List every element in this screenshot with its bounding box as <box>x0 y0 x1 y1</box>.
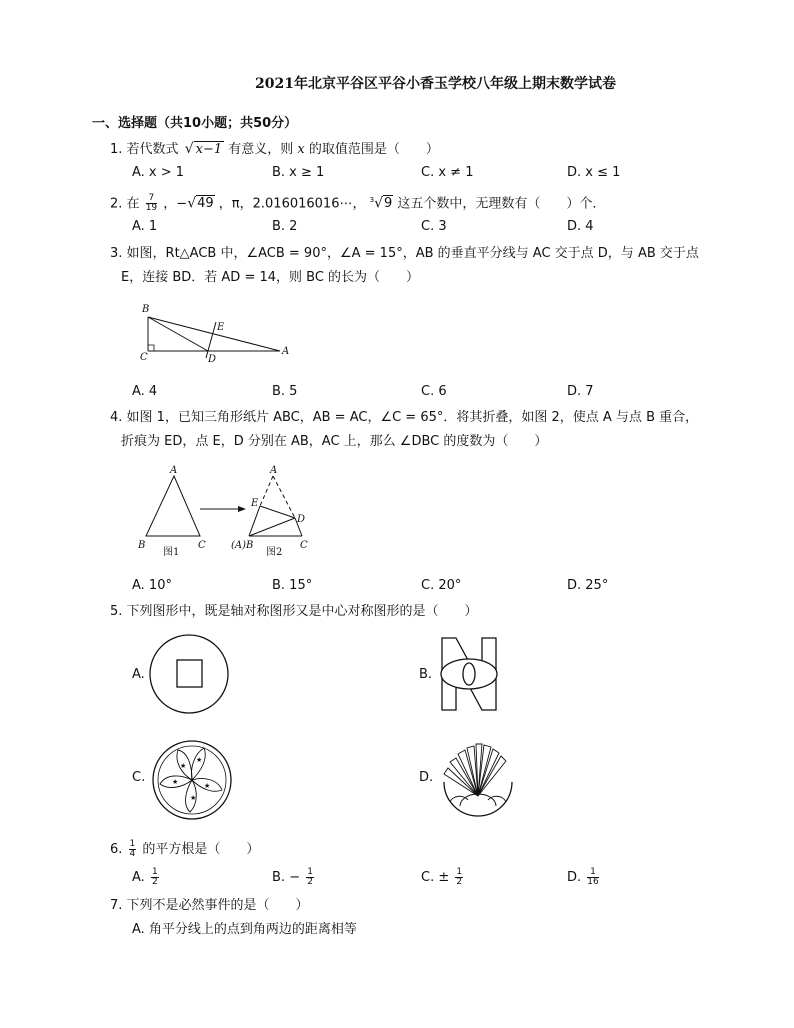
q6-option-d-den: 16 <box>587 877 599 887</box>
question-1-stem <box>110 141 439 158</box>
question-2-stem: 2. 在 $\frac{7}{19}$ ，−√49 ，π，2.016016016⋯， $^3$√9 这五个数中，无理数有（ ）个． <box>110 193 606 214</box>
q2-text-d: 这五个数中，无理数有（ ）个． <box>397 196 606 212</box>
q1-text-a: 1. 若代数式 <box>110 142 179 157</box>
q5-option-c-label[interactable]: C. <box>132 770 146 785</box>
q4-fig1-label-a: A <box>170 465 178 476</box>
q5-option-d-label[interactable]: D. <box>419 770 434 785</box>
q6-option-a-label: A. <box>132 870 145 885</box>
q3-option-c[interactable]: C. 6 <box>421 384 447 399</box>
q4-fig1-triangle <box>146 476 200 536</box>
q6-option-b-num: 1 <box>307 867 313 877</box>
q5-option-a-label[interactable]: A. <box>132 667 145 682</box>
q5-option-b-label[interactable]: B. <box>419 667 433 682</box>
svg-text:★: ★ <box>190 794 197 802</box>
q4-folding-figure <box>130 462 320 562</box>
q3-label-b: B <box>142 304 150 315</box>
question-7-stem: 7. 下列不是必然事件的是（ ） <box>110 898 309 913</box>
q4-fig2-caption: 图2 <box>266 547 283 558</box>
q3-segment-ba <box>148 317 280 351</box>
q2-text-b: ，− <box>163 196 188 212</box>
q7-option-a[interactable]: A. 角平分线上的点到角两边的距离相等 <box>132 922 357 937</box>
q6-option-b-sign: − <box>289 870 301 885</box>
svg-text:★: ★ <box>204 782 211 790</box>
q6-option-b[interactable] <box>272 868 316 887</box>
q6-option-b-fraction <box>306 868 314 887</box>
q6-option-c-label: C. <box>421 870 435 885</box>
q6-option-a[interactable] <box>132 868 161 887</box>
q3-right-angle-mark <box>148 345 154 351</box>
question-5-stem: 5. 下列图形中，既是轴对称图形又是中心对称图形的是（ ） <box>110 604 478 619</box>
q4-fig2-dashed-ab <box>260 476 273 506</box>
q6-option-d[interactable] <box>567 868 601 887</box>
q6-option-c[interactable] <box>421 868 465 887</box>
q4-fig2-label-e: E <box>251 498 259 509</box>
svg-text:★: ★ <box>180 762 187 770</box>
q4-fig2-segment-bd <box>249 518 295 536</box>
q3-triangle-figure <box>130 300 300 368</box>
q6-option-a-fraction <box>151 868 159 887</box>
q1-radical: √ x−1 <box>184 141 223 157</box>
q5-option-a-coin-icon[interactable] <box>142 632 234 716</box>
question-3-line-2: E，连接 BD．若 AD = 14，则 BC 的长为（ ） <box>121 270 420 285</box>
q4-fig1-label-c: C <box>198 540 206 551</box>
q3-label-d: D <box>208 354 217 365</box>
q6-option-d-label: D. <box>567 870 582 885</box>
q1-radicand: x−1 <box>195 142 223 157</box>
q6-option-d-fraction <box>587 868 598 887</box>
question-6-stem <box>110 840 259 859</box>
question-4-line-1: 4. 如图 1，已知三角形纸片 ABC，AB = AC，∠C = 65°．将其折叠，如图 2，使点 A 与点 B 重合， <box>110 410 699 425</box>
q4-arrow-head <box>238 506 246 512</box>
q3-option-b[interactable]: B. 5 <box>272 384 298 399</box>
q3-label-e: E <box>217 322 225 333</box>
q1-option-b[interactable]: B. x ≥ 1 <box>272 165 325 180</box>
q4-option-d[interactable]: D. 25° <box>567 578 609 593</box>
q6-option-c-den: 2 <box>456 877 463 887</box>
svg-text:★: ★ <box>196 756 203 764</box>
q2-cube-index: 3 <box>369 196 375 204</box>
q1-option-a[interactable]: A. x > 1 <box>132 165 185 180</box>
q6-option-b-label: B. <box>272 870 286 885</box>
section-heading: 一、选择题（共10小题；共50分） <box>92 116 298 131</box>
q6-fraction <box>129 840 137 859</box>
q4-fig2-label-d: D <box>297 514 306 525</box>
q1-text-c: 的取值范围是（ ） <box>308 142 439 157</box>
q6-frac-num: 1 <box>129 839 136 849</box>
q6-option-a-num: 1 <box>151 867 158 877</box>
svg-text:★: ★ <box>172 778 179 786</box>
q6-text: 的平方根是（ ） <box>142 842 260 857</box>
q1-option-c[interactable]: C. x ≠ 1 <box>421 165 474 180</box>
q2-text-a: 2. 在 <box>110 196 140 212</box>
q4-option-b[interactable]: B. 15° <box>272 578 313 593</box>
q2-option-a[interactable]: A. 1 <box>132 219 158 234</box>
q3-label-c: C <box>140 352 148 363</box>
q6-option-a-den: 2 <box>151 877 158 887</box>
q2-fraction <box>146 194 157 213</box>
q6-number: 6. <box>110 842 123 857</box>
q2-option-c[interactable]: C. 3 <box>421 219 447 234</box>
q5-option-d-sunrise-fan-icon[interactable] <box>436 738 520 822</box>
q3-segment-bd <box>148 317 208 351</box>
q2-frac-num: 7 <box>146 194 157 204</box>
q6-option-c-fraction <box>455 868 463 887</box>
question-4-line-2: 折痕为 ED，点 E，D 分别在 AB，AC 上，那么 ∠DBC 的度数为（ ） <box>121 434 548 449</box>
q1-text-b: 有意义，则 <box>228 142 294 157</box>
q6-option-b-den: 2 <box>307 877 313 887</box>
q5-option-c-bauhinia-emblem-icon[interactable] <box>150 738 234 822</box>
q4-fig2-label-ab: (A)B <box>231 540 254 551</box>
q4-fig2-segment-eb <box>249 506 260 536</box>
q3-option-a[interactable]: A. 4 <box>132 384 158 399</box>
q3-label-a: A <box>282 346 290 357</box>
q2-frac-den: 19 <box>145 203 158 214</box>
q4-fig1-label-b: B <box>138 540 146 551</box>
q5-option-b-letter-n-icon[interactable] <box>436 634 502 714</box>
q2-radicand-2: 9 <box>384 196 393 212</box>
q3-option-d[interactable]: D. 7 <box>567 384 594 399</box>
q3-perpendicular-bisector <box>206 322 216 358</box>
page-title: 2021年北京平谷区平谷小香玉学校八年级上期末数学试卷 <box>255 76 616 92</box>
q4-fig1-caption: 图1 <box>163 547 180 558</box>
q6-option-c-num: 1 <box>456 867 463 877</box>
q6-option-d-num: 1 <box>587 868 598 878</box>
question-3-line-1: 3. 如图，Rt△ACB 中，∠ACB = 90°，∠A = 15°，AB 的垂直平分线与 AC 交于点 D，与 AB 交于点 <box>110 246 699 261</box>
q2-text-c: ，π，2.016016016⋯， <box>218 196 366 212</box>
q2-radicand-1: 49 <box>197 196 214 212</box>
q1-option-d[interactable]: D. x ≤ 1 <box>567 165 621 180</box>
q1-var: x <box>297 142 305 157</box>
q2-option-d[interactable]: D. 4 <box>567 219 594 234</box>
q6-option-c-sign: ± <box>438 870 450 885</box>
q4-fig2-label-c: C <box>300 540 308 551</box>
q4-option-c[interactable]: C. 20° <box>421 578 462 593</box>
q2-option-b[interactable]: B. 2 <box>272 219 298 234</box>
q4-fig2-label-a: A <box>270 465 278 476</box>
q4-option-a[interactable]: A. 10° <box>132 578 172 593</box>
q6-frac-den: 4 <box>129 849 136 859</box>
